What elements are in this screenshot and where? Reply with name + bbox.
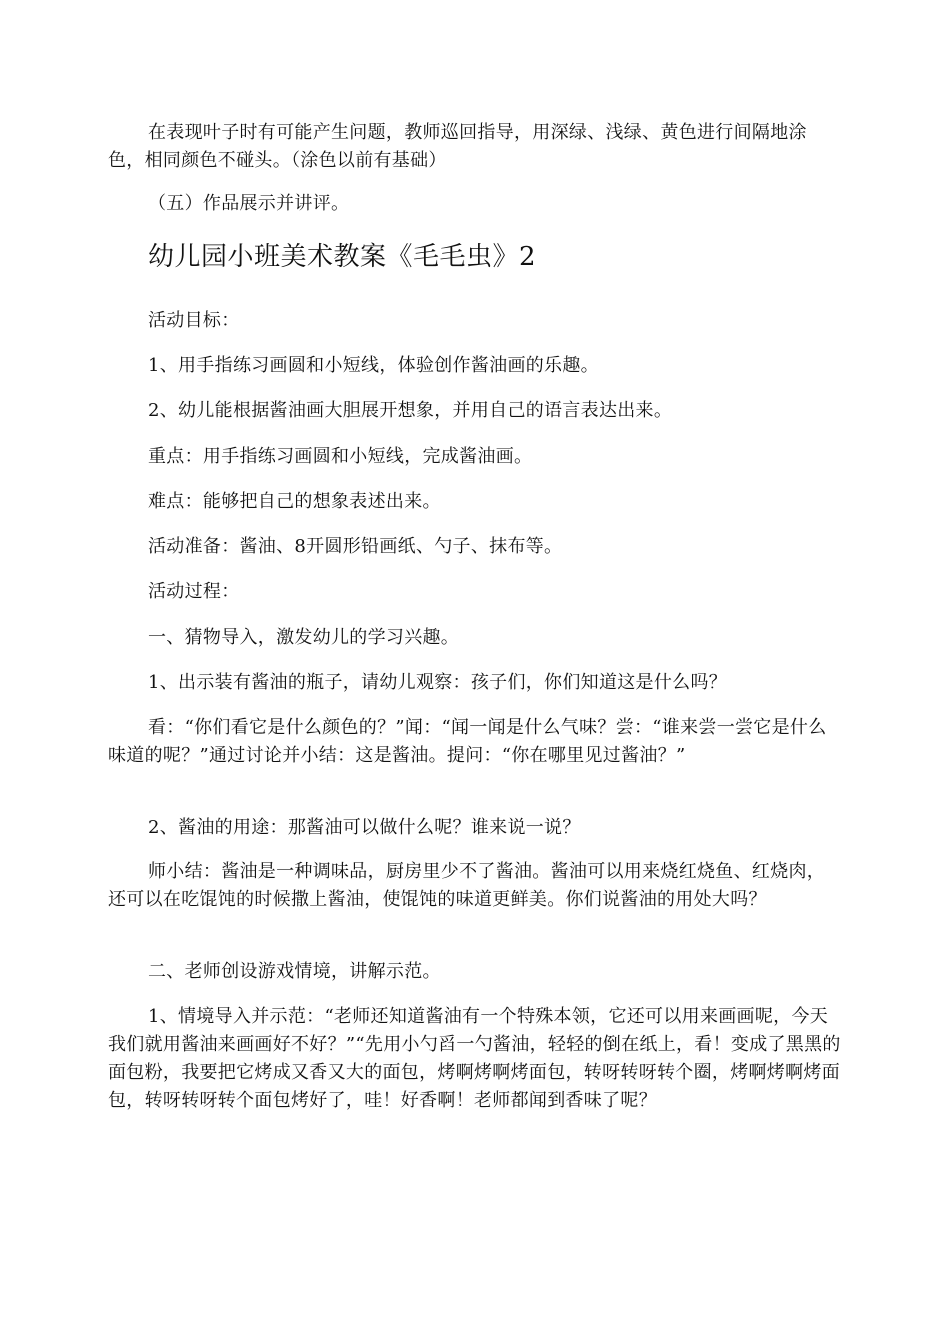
section-title: 幼儿园小班美术教案《毛毛虫》2 [148,242,537,272]
paragraph-step-1-1: 1、出示装有酱油的瓶子，请幼儿观察：孩子们，你们知道这是什么吗？ [148,672,728,693]
paragraph-preparation: 活动准备：酱油、8开圆形铅画纸、勺子、抹布等。 [148,536,563,557]
paragraph-step-2: 二、老师创设游戏情境，讲解示范。 [148,961,441,982]
paragraph-leaf-coloring: 在表现叶子时有可能产生问题，教师巡回指导，用深绿、浅绿、黄色进行间隔地涂色，相同颜色不碰头。（涂色以前有基础） [108,122,807,171]
paragraph-teacher-summary: 师小结：酱油是一种调味品，厨房里少不了酱油。酱油可以用来烧红烧鱼、红烧肉，还可以在吃馄饨的时候撒上酱油，使馄饨的味道更鲜美。你们说酱油的用处大吗？ [108,861,826,910]
paragraph-goals-heading: 活动目标： [148,310,240,331]
paragraph-key-point: 重点：用手指练习画圆和小短线，完成酱油画。 [148,446,533,467]
paragraph-goal-1: 1、用手指练习画圆和小短线，体验创作酱油画的乐趣。 [148,355,599,376]
paragraph-goal-2: 2、幼儿能根据酱油画大胆展开想象，并用自己的语言表达出来。 [148,400,673,421]
paragraph-step-1-2: 2、酱油的用途：那酱油可以做什么呢？谁来说一说？ [148,817,581,838]
paragraph-difficulty: 难点：能够把自己的想象表述出来。 [148,491,441,512]
paragraph-look-smell-taste: 看：“你们看它是什么颜色的？”闻：“闻一闻是什么气味？尝：“谁来尝一尝它是什么味道的呢？”通过讨论并小结：这是酱油。提问：“你在哪里见过酱油？” [108,717,827,766]
paragraph-exhibition: （五）作品展示并讲评。 [148,193,350,214]
paragraph-step-1: 一、猜物导入，激发幼儿的学习兴趣。 [148,627,460,648]
paragraph-step-2-1: 1、情境导入并示范：“老师还知道酱油有一个特殊本领，它还可以用来画画呢，今天我们就用酱油来画画好不好？”“先用小勺舀一勺酱油，轻轻的倒在纸上，看！变成了黑黑的面包粉，我要把它烤成又香又大的面包，烤啊烤啊烤面包，转呀转呀转个圈，烤啊烤啊烤面包，转呀转呀转个面包烤好了，哇！好香啊！老师都闻到香味了呢？ [108,1006,841,1111]
paragraph-process-heading: 活动过程： [148,581,240,602]
